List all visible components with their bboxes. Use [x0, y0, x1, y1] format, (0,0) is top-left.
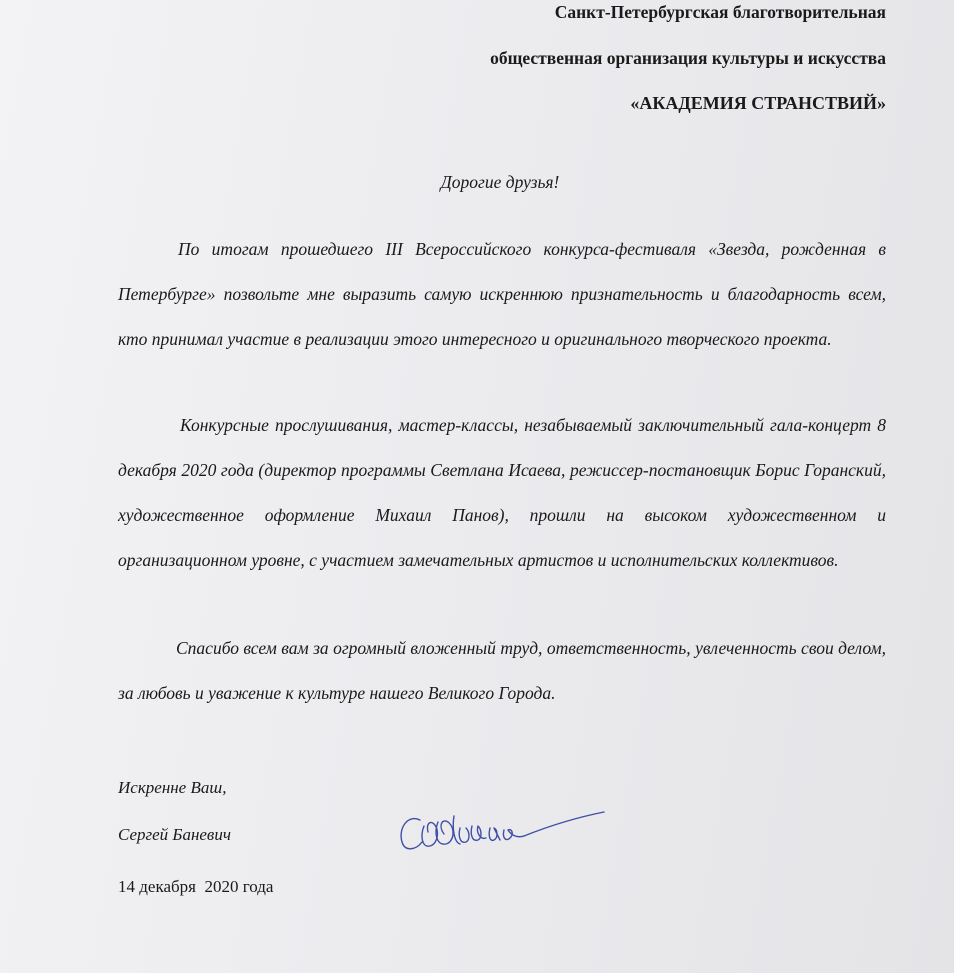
handwritten-signature	[394, 806, 614, 866]
organization-name-line-2: общественная организация культуры и искусства	[490, 48, 886, 68]
letter-paragraph-1: По итогам прошедшего III Всероссийского конкурса-фестиваля «Звезда, рожденная в Петербурге» позвольте мне выразить самую искреннюю признательность и благодарность всем, кто принимал участие в реализации этого интересного и оригинального творческого проекта.	[118, 239, 886, 349]
organization-name-line-1: Санкт-Петербургская благотворительная	[554, 2, 886, 22]
letter-date: 14 декабря 2020 года	[118, 877, 274, 896]
letter-greeting: Дорогие друзья!	[440, 172, 560, 192]
letter-paragraph-3: Спасибо всем вам за огромный вложенный труд, ответственность, увлеченность свои делом, за любовь и уважение к культуре нашего Великого Города.	[118, 638, 886, 703]
closing-salutation: Искренне Ваш,	[118, 778, 227, 797]
signatory-name: Сергей Баневич	[118, 825, 231, 844]
letter-paragraph-2: Конкурсные прослушивания, мастер-классы, незабываемый заключительный гала-концерт 8 декабря 2020 года (директор программы Светлана Исаева, режиссер-постановщик Борис Горанский, художественное оформление Михаил Панов), прошли на высоком художественном и организационном уровне, с участием замечательных артистов и исполнительских коллективов.	[118, 415, 886, 570]
organization-name-line-3: «АКАДЕМИЯ СТРАНСТВИЙ»	[630, 93, 886, 113]
